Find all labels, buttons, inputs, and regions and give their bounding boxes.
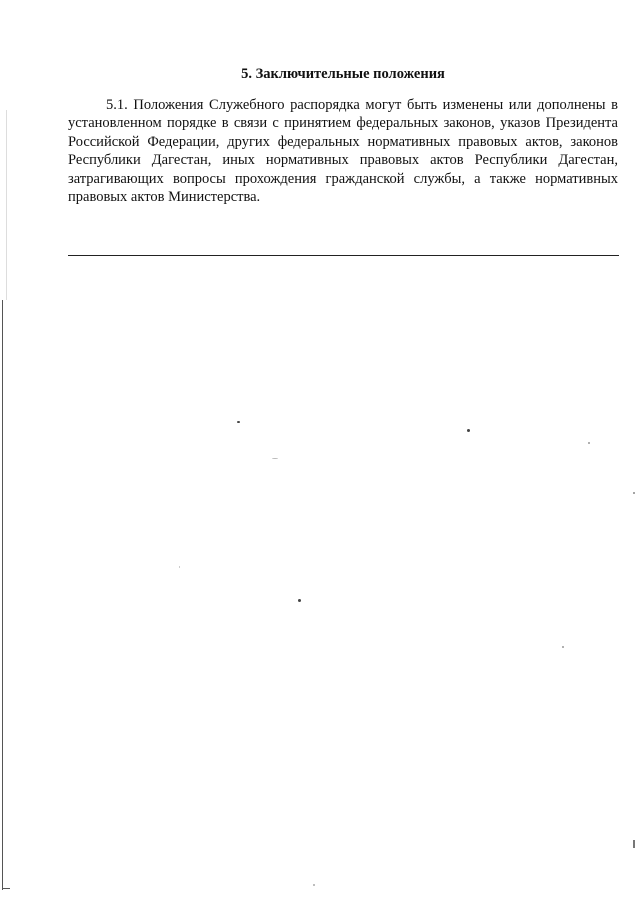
scan-speck bbox=[633, 492, 635, 494]
scan-speck bbox=[298, 599, 301, 602]
scan-edge-line bbox=[2, 300, 3, 890]
scan-speck bbox=[562, 646, 564, 648]
paragraph-5-1: 5.1. Положения Служебного распорядка могут быть изменены или дополнены в установленном порядке в связи с принятием федеральных законов, указов Президента Российской Федерации, других федеральных нормативных правовых актов, законов Республики Дагестан, иных нормативных правовых актов Республики Дагестан, затрагивающих вопросы прохождения гражданской службы, а также нормативных правовых актов Министерства. bbox=[68, 97, 618, 206]
scan-speck bbox=[588, 442, 590, 444]
scan-speck bbox=[237, 421, 240, 423]
scan-speck bbox=[313, 884, 315, 886]
scan-edge-faint bbox=[6, 110, 7, 300]
section-divider-line bbox=[68, 255, 619, 256]
scan-speck bbox=[467, 429, 470, 432]
scan-speck bbox=[272, 458, 278, 459]
scan-edge-foot bbox=[2, 888, 10, 889]
scan-speck bbox=[633, 840, 635, 848]
section-heading: 5. Заключительные положения bbox=[241, 66, 445, 82]
scan-speck bbox=[179, 566, 180, 568]
